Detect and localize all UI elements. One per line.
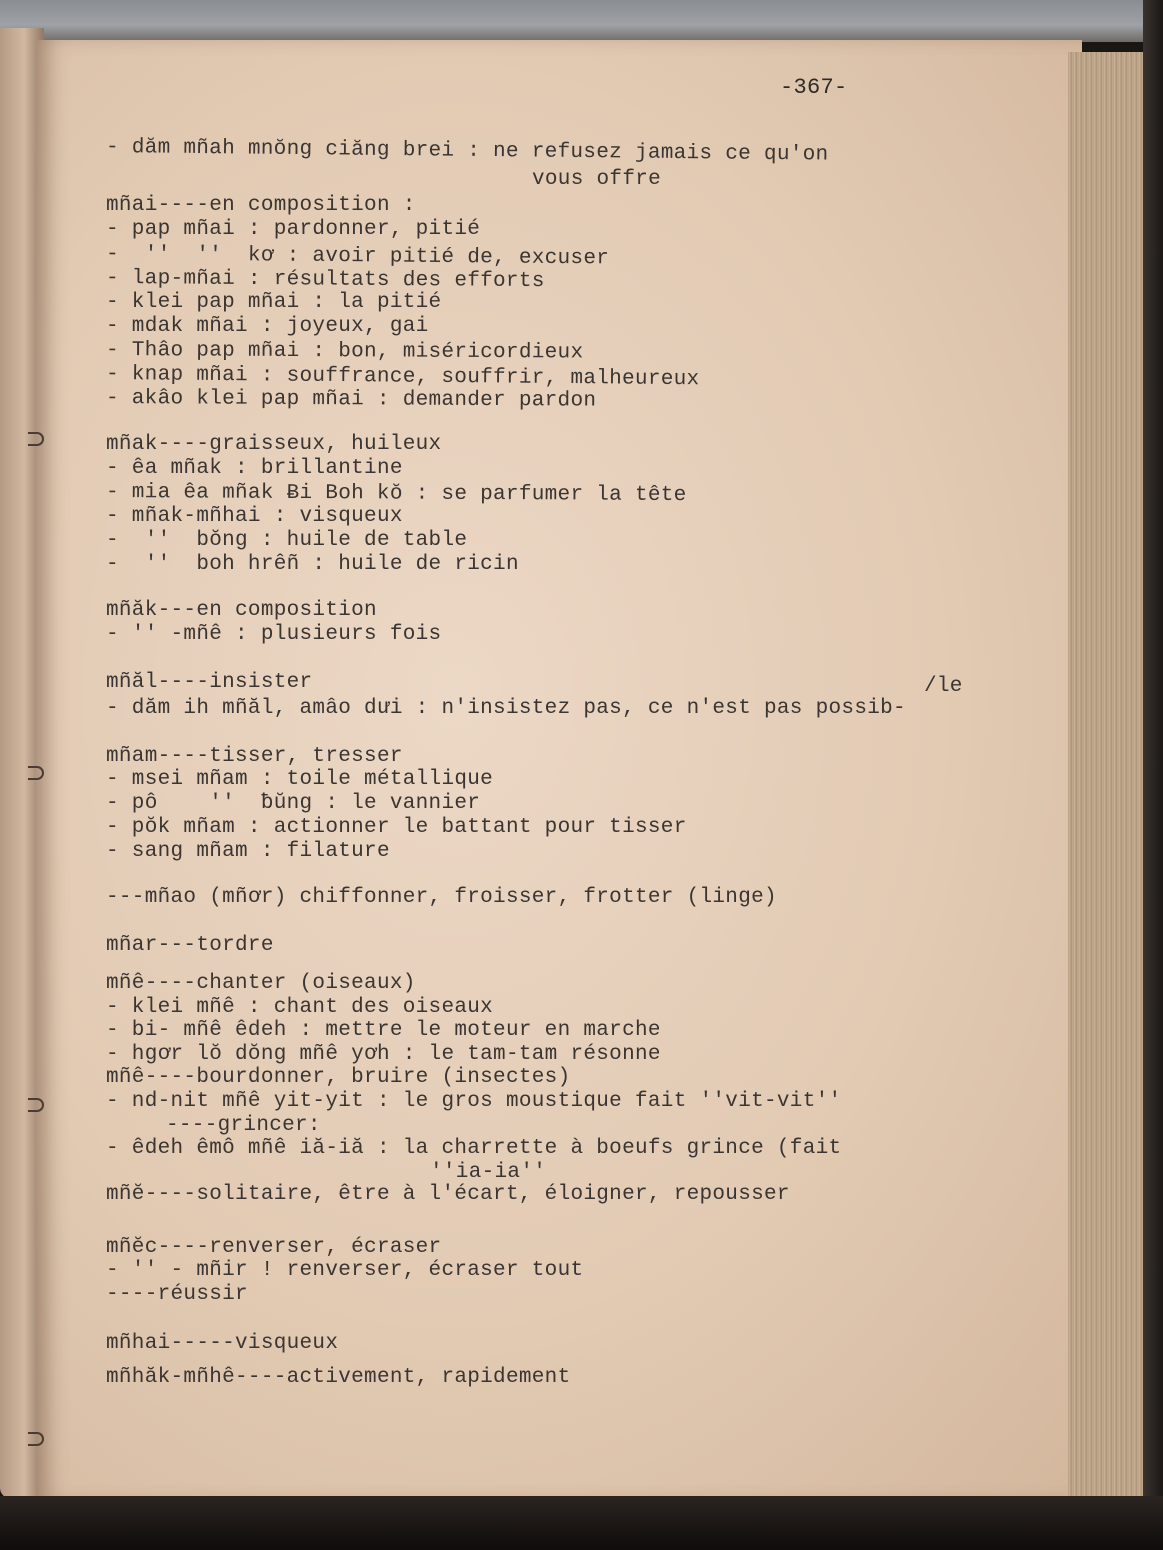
text-line: - '' -mñê : plusieurs fois [106,623,442,646]
text-line: - sang mñam : filature [106,840,390,863]
text-line: - '' boh hrêñ : huile de ricin [106,553,519,576]
text-line: - mia êa mñak Ƀi Boh kŏ : se parfumer la tête [105,481,687,508]
text-line: - msei mñam : toile métallique [106,768,494,791]
text-line: ----réussir [106,1283,248,1306]
entry-headword: mñăk---en composition [106,599,377,622]
entry-headword: ---mñao (mñơr) chiffonner, froisser, frotter (linge) [106,886,777,909]
text-line: - dăm mñah mnŏng ciăng brei : ne refusez jamais ce qu'on [105,136,829,167]
text-line: - pap mñai : pardonner, pitié [106,218,481,241]
page-number: -367- [780,75,848,100]
text-line: - dăm ih mñăl, amâo dưi : n'insistez pas, ce n'est pas possib- [106,697,906,720]
text-line: - knap mñai : souffrance, souffrir, malheureux [105,363,700,392]
binding-thread [28,766,44,780]
text-line: - Thâo pap mñai : bon, miséricordieux [105,339,584,365]
text-line: - klei mñê : chant des oiseaux [106,996,494,1019]
text-line: - nd-nit mñê yit-yit : le gros moustique fait ''vit-vit'' [106,1090,842,1113]
entry-headword: mñai----en composition : [106,194,416,217]
text-line: /le [924,675,963,698]
text-line: ''ia-ia'' [430,1161,547,1184]
background-surface [0,0,1163,42]
text-line: - '' - mñir ! renverser, écraser tout [106,1259,584,1282]
entry-headword: mñăl----insister [106,671,313,694]
text-line: - '' bŏng : huile de table [106,529,468,552]
text-line: vous offre [532,168,662,191]
bottom-shadow [0,1496,1163,1550]
text-line: - pŏk mñam : actionner le battant pour tisser [106,816,687,839]
text-line: - '' '' kơ : avoir pitié de, excuser [105,243,610,271]
entry-headword: mñhai-----visqueux [106,1332,339,1355]
binding-thread [28,1098,44,1112]
page-edges [1068,52,1144,1500]
text-line: ----grincer: [166,1114,321,1137]
text-line: - êa mñak : brillantine [106,457,403,480]
text-line: - mñak-mñhai : visqueux [106,505,403,528]
text-line: - bi- mñê êdeh : mettre le moteur en marche [106,1019,661,1042]
entry-headword: mñĕ----solitaire, être à l'écart, éloigner, repousser [106,1183,790,1206]
right-shadow [1143,0,1163,1550]
text-line: - êdeh êmô mñê iă-iă : la charrette à boeufs grince (fait [106,1137,842,1160]
entry-headword: mñar---tordre [106,934,274,957]
entry-headword: mñam----tisser, tresser [106,745,403,768]
entry-headword: mñê----bourdonner, bruire (insectes) [106,1066,571,1089]
text-line: - hgơr lŏ dŏng mñê yơh : le tam-tam résonne [106,1043,661,1066]
entry-headword: mñak----graisseux, huileux [106,433,442,456]
text-line: - akâo klei pap mñai : demander pardon [105,387,597,413]
text-line: - mdak mñai : joyeux, gai [106,315,429,338]
binding-thread [28,432,44,446]
entry-headword: mñhăk-mñhê----activement, rapidement [106,1366,571,1389]
text-line: - pô '' ƀŭng : le vannier [106,792,481,815]
entry-headword: mñê----chanter (oiseaux) [106,972,416,995]
binding-thread [28,1432,44,1446]
text-line: - lap-mñai : résultats des efforts [105,267,545,294]
text-line: - klei pap mñai : la pitié [106,291,442,314]
entry-headword: mñĕc----renverser, écraser [106,1236,442,1259]
